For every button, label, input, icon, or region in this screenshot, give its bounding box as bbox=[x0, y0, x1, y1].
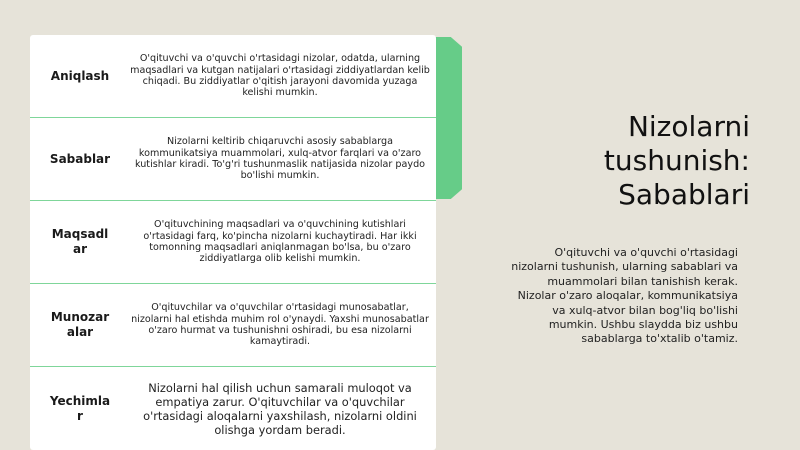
card-text: O'qituvchi va o'quvchi o'rtasidagi nizolar, odatda, ularning maqsadlari va kutgan natijalari o'rtasidagi ziddiyatlardan kelib chiqadi. Bu ziddiyatlar o'qitish jarayoni davomida yuzaga kelishi mumkin. bbox=[130, 53, 430, 99]
card-text: Nizolarni keltirib chiqaruvchi asosiy sabablarga kommunikatsiya muammolari, xulq-atvor farqlari va o'zaro kutishlar kiradi. To'g'ri tushunmaslik natijasida nizolar paydo bo'lishi mumkin. bbox=[134, 136, 426, 182]
card-sabablar bbox=[30, 118, 436, 201]
card-text: Nizolarni hal qilish uchun samarali muloqot va empatiya zarur. O'qituvchilar va o'quvchilar o'rtasidagi aloqalarni yaxshilash, nizolarni oldini olishga yordam beradi. bbox=[143, 380, 417, 437]
card-text: O'qituvchilar va o'quvchilar o'rtasidagi munosabatlar, nizolarni hal etishda muhim rol o'ynaydi. Yaxshi munosabatlar o'zaro hurmat va tushunishni oshiradi, bu esa nizolarni kamaytiradi. bbox=[131, 302, 429, 348]
accent-strip bbox=[434, 37, 462, 199]
card-label: Munozaralar bbox=[50, 310, 110, 339]
card-label: Maqsadlar bbox=[51, 227, 109, 256]
card-label: Sabablar bbox=[49, 151, 111, 166]
cards-panel bbox=[30, 35, 436, 450]
card-label: Aniqlash bbox=[50, 68, 110, 83]
card-maqsadlar bbox=[30, 201, 436, 284]
card-munozaralar bbox=[30, 284, 436, 367]
slide-description: O'qituvchi va o'quvchi o'rtasidagi nizolarni tushunish, ularning sabablari va muammolari bilan tanishish kerak. Nizolar o'zaro aloqalar, kommunikatsiya va xulq-atvor bilan bog'liq bo'lishi mumkin. Ushbu slaydda biz ushbu sabablarga to'xtalib o'tamiz. bbox=[511, 246, 738, 346]
card-text: O'qituvchining maqsadlari va o'quvchining kutishlari o'rtasidagi farq, ko'pincha nizolarni kuchaytiradi. Har ikki tomonning maqsadlari aniqlanmagan bo'lsa, bu o'zaro ziddiyatlarga olib kelishi mumkin. bbox=[143, 219, 417, 265]
card-aniqlash bbox=[30, 35, 436, 118]
card-yechimlar bbox=[30, 367, 436, 450]
card-label: Yechimlar bbox=[49, 393, 111, 423]
slide-title: Nizolarni tushunish: Sabablari bbox=[603, 110, 750, 211]
